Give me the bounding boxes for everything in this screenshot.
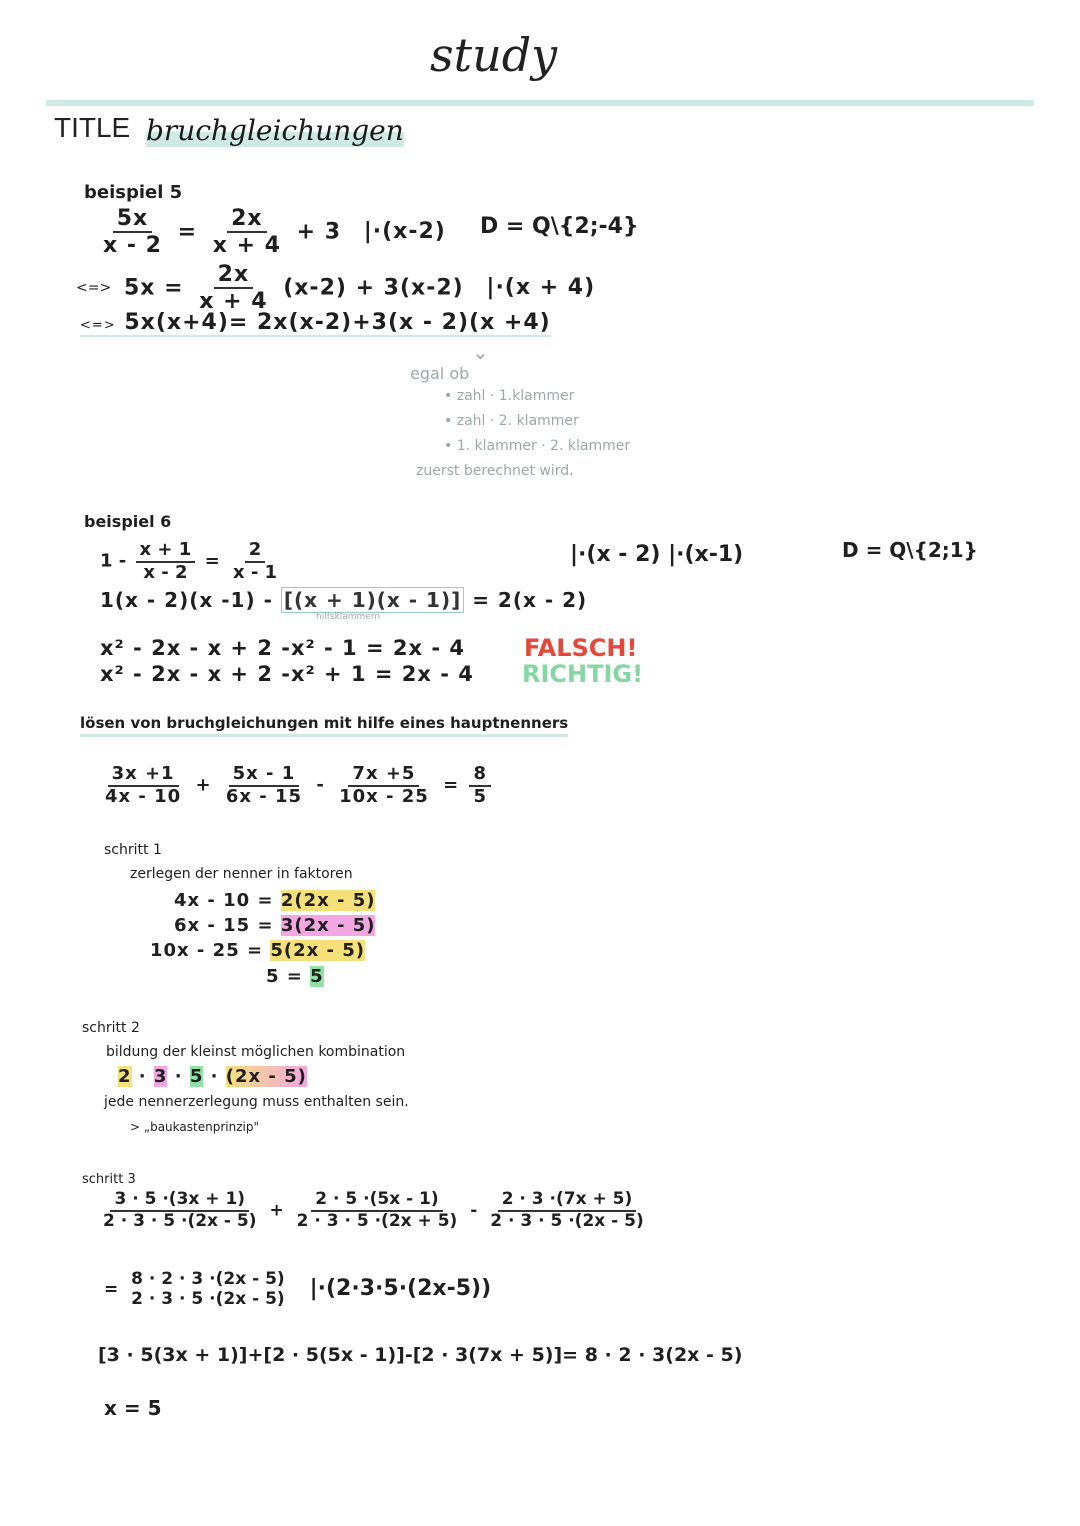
frac-num: 5x	[113, 206, 153, 233]
note-item: • 1. klammer · 2. klammer	[444, 438, 631, 454]
page-title: bruchgleichungen	[146, 114, 404, 147]
frac-den: 6x - 15	[225, 785, 303, 807]
frac-num: 3 · 5 ·(3x + 1)	[110, 1190, 249, 1212]
frac-num: 7x +5	[348, 764, 419, 787]
beispiel5-domain: D = Q\{2;-4}	[480, 214, 639, 239]
note-item: • zahl · 2. klammer	[444, 413, 579, 429]
beispiel5-heading: beispiel 5	[84, 182, 183, 203]
frac-num: 2	[245, 540, 266, 563]
frac-den: x + 4	[212, 233, 281, 259]
schritt3-equation: $\frac{3 \cdot 5 \cdot(3x + 1)}{2 \cdot 3 \cdot 5 \cdot(2x - 5)}$ + $\frac{2 \cdot 5 \cdot(5x - 1)}{2 \cdot 3 \cdot 5 \cdot(2x + 5)}$ - $\frac{2 \cdot 3 \cdot(7x + 5)}{2 \cdot 3 \cdot 5 \cdot(2x - 5)}$	[96, 1190, 651, 1231]
note-arrow: ⌄	[472, 340, 489, 364]
schritt2-label: schritt 2	[82, 1020, 140, 1036]
frac-den: 4x - 10	[105, 785, 182, 807]
frac-num: 8	[469, 764, 491, 787]
schritt2-note1: jede nennerzerlegung muss enthalten sein.	[104, 1094, 409, 1110]
frac-num: 5x - 1	[229, 764, 300, 787]
combination: 2 · 3 · 5 · (2x - 5)	[118, 1066, 307, 1087]
richtig-label: RICHTIG!	[522, 660, 644, 688]
frac-num: 8 · 2 · 3 ·(2x - 5)	[131, 1269, 285, 1289]
schritt1-label: schritt 1	[104, 842, 162, 858]
frac-num: 2x	[227, 206, 267, 233]
frac-den: x - 1	[232, 561, 278, 583]
frac-den: 2 · 3 · 5 ·(2x - 5)	[103, 1210, 257, 1231]
frac-den: 5	[473, 785, 487, 807]
beispiel6-heading: beispiel 6	[84, 512, 172, 531]
wrong-line: x² - 2x - x + 2 -x² - 1 = 2x - 4	[100, 636, 465, 660]
schritt2-desc: bildung der kleinst möglichen kombination	[106, 1044, 406, 1060]
beispiel5-eq3: <=> 5x(x+4)= 2x(x-2)+3(x - 2)(x +4)	[80, 310, 551, 335]
schritt1-desc: zerlegen der nenner in faktoren	[130, 866, 353, 882]
eq-rest: (x-2) + 3(x-2)	[283, 275, 464, 301]
hauptnenner-heading: lösen von bruchgleichungen mit hilfe eines hauptnenners	[80, 714, 568, 737]
header-rule	[46, 100, 1034, 106]
factor-row: 5 = 5	[266, 966, 324, 987]
note-end: zuerst berechnet wird.	[416, 463, 574, 479]
frac-num: x + 1	[136, 540, 196, 563]
hilfsklammern-note: hilfsklammern	[316, 612, 381, 622]
eq-op: |·(x-2)	[363, 219, 446, 245]
frac-num: 2 · 5 ·(5x - 1)	[311, 1190, 442, 1212]
factor-row: 6x - 15 = 3(2x - 5)	[174, 915, 376, 936]
title-label: TITLE	[54, 112, 131, 143]
eq-rest: + 3	[296, 219, 342, 245]
hauptnenner-equation: $\frac{3x +1}{4x - 10}$ + $\frac{5x - 1}{6x - 15}$ - $\frac{7x +5}{10x - 25}$ = $\frac{8}{5}$	[98, 764, 494, 807]
right-line: x² - 2x - x + 2 -x² + 1 = 2x - 4	[100, 662, 474, 686]
beispiel6-ops: |·(x - 2) |·(x-1)	[570, 542, 744, 567]
beispiel5-eq2	[124, 262, 595, 315]
beispiel6-eq1: 1 - $\frac{x + 1}{x - 2}$ = $\frac{2}{x - 1}$	[100, 540, 284, 583]
schritt3-result: x = 5	[104, 1396, 162, 1420]
study-logo: study	[430, 28, 558, 82]
note-item: • zahl · 1.klammer	[444, 388, 575, 404]
beispiel6-eq2: 1(x - 2)(x -1) - [(x + 1)(x - 1)] = 2(x - 2)	[100, 588, 588, 612]
beispiel6-domain: D = Q\{2;1}	[842, 538, 978, 562]
note-title: egal ob	[410, 364, 470, 383]
frac-den: x - 2	[103, 233, 162, 259]
factor-row: 4x - 10 = 2(2x - 5)	[174, 890, 376, 911]
eq-lhs: 5x =	[124, 275, 184, 301]
schritt3-label: schritt 3	[82, 1172, 136, 1187]
factor-row: 10x - 25 = 5(2x - 5)	[150, 940, 365, 961]
eq-op: |·(x + 4)	[486, 275, 596, 301]
beispiel5-eq1: $\frac{5x}{x - 2}$ = $\frac{2x}{x + 4}$ + 3 |·(x-2)	[96, 206, 446, 259]
falsch-label: FALSCH!	[524, 634, 638, 662]
frac-den: 2 · 3 · 5 ·(2x - 5)	[490, 1210, 644, 1231]
frac-den: x - 2	[143, 561, 188, 583]
frac-num: 2x	[214, 262, 254, 289]
frac-den: 2 · 3 · 5 ·(2x + 5)	[296, 1210, 458, 1231]
frac-num: 2 · 3 ·(7x + 5)	[498, 1190, 637, 1212]
frac-den: x + 4	[199, 289, 268, 315]
equivalence-arrow: <=>	[76, 280, 112, 296]
frac-den: 2 · 3 · 5 ·(2x - 5)	[131, 1288, 285, 1309]
schritt2-note2: > „baukastenprinzip"	[130, 1120, 259, 1134]
schritt3-final: [3 · 5(3x + 1)]+[2 · 5(5x - 1)]-[2 · 3(7x + 5)]= 8 · 2 · 3(2x - 5)	[98, 1344, 743, 1366]
frac-num: 3x +1	[108, 764, 179, 787]
schritt3-rhs: = 8 · 2 · 3 ·(2x - 5) 2 · 3 · 5 ·(2x - 5) |·(2·3·5·(2x-5))	[104, 1269, 492, 1309]
frac-den: 10x - 25	[339, 785, 429, 807]
